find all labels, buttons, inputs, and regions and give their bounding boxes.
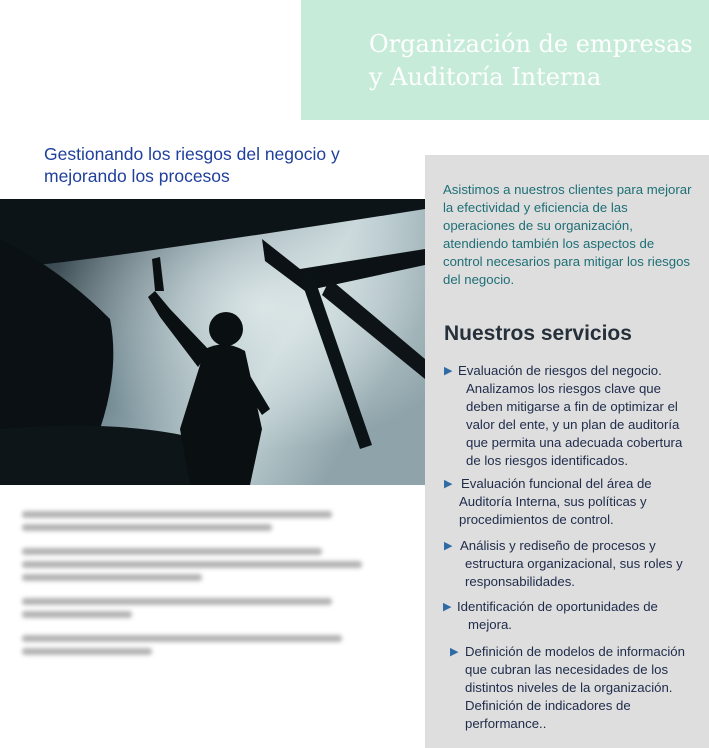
- service-line: procedimientos de control.: [459, 512, 614, 527]
- service-line: Definición de indicadores de: [465, 698, 631, 713]
- bullet-triangle-icon: ▶: [444, 540, 453, 552]
- intro-line: atendiendo también los aspectos de: [443, 236, 655, 251]
- mechanic-photo-illustration: [0, 199, 425, 485]
- service-line: de los riesgos identificados.: [466, 453, 629, 468]
- bullet-triangle-icon: ▶: [444, 478, 453, 490]
- service-item: [444, 475, 652, 529]
- title-line-2: y Auditoría Interna: [369, 63, 602, 91]
- heading-line-2: mejorando los procesos: [44, 166, 230, 186]
- services-title: Nuestros servicios: [444, 322, 632, 345]
- intro-line: del negocio.: [443, 272, 515, 287]
- intro-line: control necesarios para mitigar los riesgos: [443, 254, 691, 269]
- service-item: [444, 537, 683, 591]
- service-line: Auditoría Interna, sus políticas y: [459, 494, 647, 509]
- service-line: Análisis y rediseño de procesos y: [460, 538, 656, 553]
- mechanic-photo: [0, 199, 425, 485]
- service-line: mejora.: [468, 617, 512, 632]
- title-line-1: Organización de empresas: [369, 30, 693, 58]
- service-line: valor del ente, y un plan de auditoría: [466, 417, 680, 432]
- blurred-paragraph: [22, 548, 372, 581]
- service-line: que permita una adecuada cobertura: [466, 435, 683, 450]
- service-line: distintos niveles de la organización.: [465, 680, 673, 695]
- service-line: Evaluación funcional del área de: [461, 476, 652, 491]
- intro-line: Asistimos a nuestros clientes para mejorar: [443, 182, 692, 197]
- blurred-paragraph: [22, 598, 372, 618]
- title-band: [301, 0, 709, 120]
- service-item: [450, 643, 685, 733]
- bullet-triangle-icon: ▶: [443, 601, 452, 613]
- intro-paragraph: [443, 181, 705, 289]
- bullet-triangle-icon: ▶: [444, 365, 453, 377]
- service-line: deben mitigarse a fin de optimizar el: [466, 399, 678, 414]
- service-line: Analizamos los riesgos clave que: [466, 381, 661, 396]
- service-line: responsabilidades.: [465, 574, 575, 589]
- bullet-triangle-icon: ▶: [450, 646, 459, 658]
- service-line: performance..: [465, 716, 547, 731]
- blurred-paragraph: [22, 511, 372, 531]
- intro-line: operaciones de su organización,: [443, 218, 633, 233]
- heading-line-1: Gestionando los riesgos del negocio y: [44, 144, 340, 164]
- blurred-text-column: [22, 505, 372, 672]
- service-line: Definición de modelos de información: [465, 644, 685, 659]
- service-line: Evaluación de riesgos del negocio.: [458, 363, 662, 378]
- service-line: Identificación de oportunidades de: [457, 599, 658, 614]
- service-item: [443, 598, 658, 634]
- service-line: que cubran las necesidades de los: [465, 662, 669, 677]
- section-heading: [44, 143, 404, 187]
- blurred-paragraph: [22, 635, 372, 655]
- service-line: estructura organizacional, sus roles y: [465, 556, 683, 571]
- intro-line: la efectividad y eficiencia de las: [443, 200, 628, 215]
- service-item: [444, 362, 683, 470]
